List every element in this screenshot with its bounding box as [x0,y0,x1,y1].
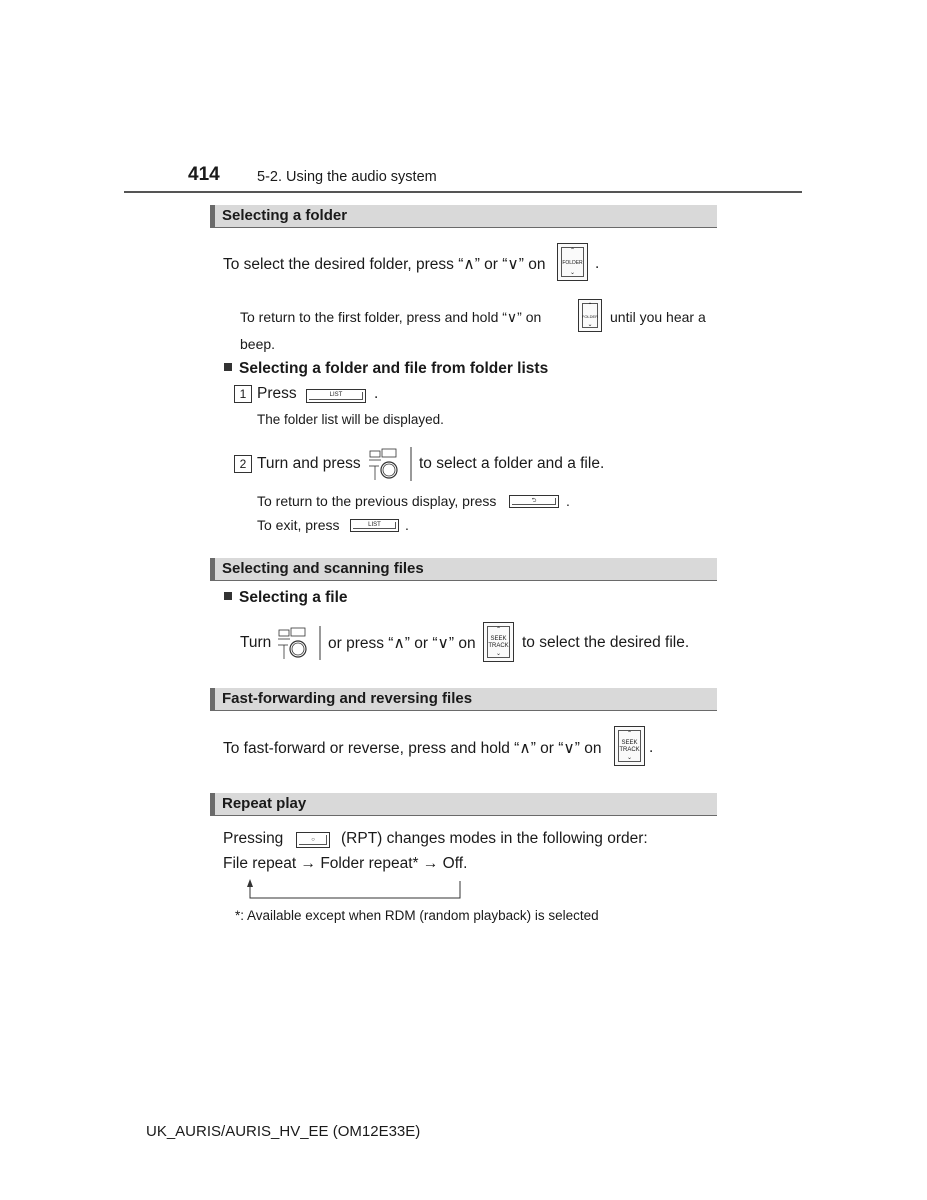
rpt-button-icon: ○ [296,832,330,848]
section-heading-scanning [210,558,717,581]
fastforward-line: To fast-forward or reverse, press and hold “∧” or “∨” on [223,740,602,757]
step-1-note: The folder list will be displayed. [257,412,444,427]
section-title: Selecting and scanning files [222,560,424,577]
section-heading-repeat [210,793,717,816]
section-title: Selecting a folder [222,207,348,224]
step-1-text: Press [257,385,297,402]
step-1-end: . [374,385,379,402]
bullet-square-icon [224,363,232,371]
chapter-title: 5-2. Using the audio system [257,169,437,185]
back-button-icon: ⮌ [509,495,559,508]
section-title: Fast-forwarding and reversing files [222,690,473,707]
exit-note: To exit, press [257,517,340,533]
fastforward-line-end: . [649,739,654,756]
folder-note-cont: beep. [240,336,276,352]
folder-intro: To select the desired folder, press “∧” or “∨” on [223,256,546,273]
footer-code: UK_AURIS/AURIS_HV_EE (OM12E33E) [146,1123,421,1140]
folder-note-end: until you hear a [610,309,706,325]
page-number: 414 [188,164,220,185]
folder-intro-end: . [595,255,600,272]
folder-button-icon-small: ⌃ FOLDER ⌄ [578,299,602,332]
step-1-marker: 1 [234,385,252,403]
folder-note: To return to the first folder, press and hold “∨” on [240,309,542,325]
step-2-text: Turn and press [257,455,361,472]
step-2-end: to select a folder and a file. [419,455,605,472]
subheading-select-file: Selecting a file [224,589,348,607]
exit-note-end: . [405,517,409,533]
repeat-line-start: Pressing [223,830,284,847]
step-2-marker: 2 [234,455,252,473]
seek-track-button-icon: ⌃ SEEK TRACK ⌄ [483,622,514,662]
repeat-cycle-arrow [244,878,466,902]
scan-line-end: to select the desired file. [522,634,690,651]
back-note-end: . [566,493,570,509]
bullet-square-icon [224,592,232,600]
repeat-footnote: *: Available except when RDM (random playback) is selected [235,908,599,923]
list-button-icon-small: LIST [350,519,399,532]
section-heading-folder [210,205,717,228]
tune-knob-icon [276,625,322,661]
tune-knob-icon [367,446,413,482]
section-heading-fastforward [210,688,717,711]
repeat-sequence: File repeat → Folder repeat* → Off. [223,855,468,872]
scan-line-mid: or press “∧” or “∨” on [328,635,476,652]
scan-line-start: Turn [240,634,272,651]
header-rule [124,191,802,193]
section-title: Repeat play [222,795,307,812]
back-note: To return to the previous display, press [257,493,497,509]
repeat-line-end: (RPT) changes modes in the following order: [341,830,648,847]
list-button-icon: LIST [306,389,366,403]
seek-track-button-icon: ⌃ SEEK TRACK ⌄ [614,726,645,766]
folder-button-icon: ⌃ FOLDER ⌄ [557,243,588,281]
subheading-folder-lists: Selecting a folder and file from folder lists [224,360,548,378]
